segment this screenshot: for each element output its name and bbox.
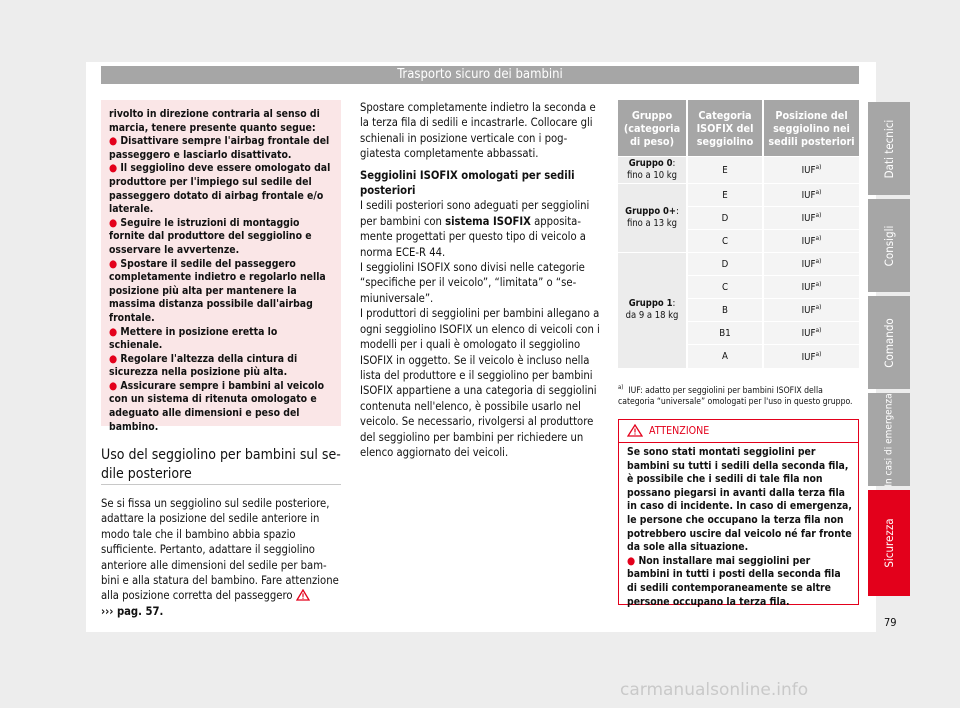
attention-label: ATTENZIONE	[649, 425, 710, 437]
tab-comando[interactable]: Comando	[868, 296, 910, 389]
page-header: Trasporto sicuro dei bambini	[101, 66, 859, 84]
table-row	[618, 253, 859, 276]
category-cell: E	[687, 184, 763, 207]
position-cell: IUF$^{a)}$	[763, 299, 859, 322]
position-cell: IUF$^{a)}$	[763, 207, 859, 230]
section-paragraph: Se si fissa un seggiolino sul sedile posteriore, adattare la posizione del sedile anteriore in modo tale che il bambino abbia spazio sufficiente. Pertanto, adattare il seggiolino anteriore alle dimensioni del sedile per bambini e alla statura del bambino. Fare attenzione alla posizione corretta del passeggero	[101, 497, 339, 603]
warning-item: ● Seguire le istruzioni di montaggio fornite dal produttore del seggiolino e osservare le avvertenze.	[109, 216, 312, 256]
section-divider	[101, 484, 341, 485]
warning-triangle-icon	[627, 424, 643, 437]
attention-item: ● Non installare mai seggiolini per bambini in tutti i posti della seconda fila di sedili contemporaneamente se altre persone occupano la terza fila.	[627, 554, 841, 608]
position-cell: IUF$^{a)}$	[763, 230, 859, 253]
group-cell: Gruppo 1: da 9 a 18 kg	[618, 253, 687, 368]
isofix-subtitle: Seggiolini ISOFIX omologati per sedili posteriori	[360, 168, 575, 198]
table-header-group: Gruppo (categoria di peso)	[618, 100, 687, 157]
position-cell: IUF$^{a)}$	[763, 276, 859, 299]
position-cell: IUF$^{a)}$	[763, 184, 859, 207]
warning-item: ● Disattivare sempre l'airbag frontale del passeggero e lasciarlo disattivato.	[109, 135, 330, 161]
position-cell: IUF$^{a)}$	[763, 157, 859, 184]
table-footnote: $^{a)}$ IUF: adatto per seggiolini per bambini ISOFIX della categoria “universale” omologati per l'uso in questo gruppo.	[618, 384, 853, 407]
group-cell: Gruppo 0: fino a 10 kg	[618, 157, 687, 184]
watermark: carmanualsonline.info	[620, 680, 809, 700]
attention-box	[618, 419, 859, 608]
category-cell: D	[687, 207, 763, 230]
category-cell: B	[687, 299, 763, 322]
tab-sicurezza[interactable]: Sicurezza	[868, 490, 910, 596]
page-reference-link[interactable]: ››› pag. 57.	[101, 604, 164, 618]
tab-dati-tecnici[interactable]: Dati tecnici	[868, 102, 910, 195]
section-title: Uso del seggiolino per bambini sul sedile posteriore	[101, 447, 341, 482]
attention-body	[627, 446, 853, 609]
tab-consigli[interactable]: Consigli	[868, 199, 910, 292]
warning-item: ● Regolare l'altezza della cintura di sicurezza nella posizione più alta.	[109, 352, 298, 379]
warning-item: ● Il seggiolino deve essere omologato dal produttore per l'impiego sul sedile del passeggero dotato di airbag frontale e/o laterale.	[109, 162, 331, 216]
position-cell: IUF$^{a)}$	[763, 253, 859, 276]
position-cell: IUF$^{a)}$	[763, 322, 859, 345]
table-row	[618, 157, 859, 184]
page-number: 79	[884, 616, 897, 629]
warning-item: ● Assicurare sempre i bambini al veicolo con un sistema di ritenuta omologato e adeguato alle dimensioni e peso del bambino.	[109, 379, 325, 433]
category-cell: D	[687, 253, 763, 276]
warning-list	[109, 135, 333, 434]
warning-triangle-icon	[296, 589, 310, 601]
isofix-table	[618, 100, 859, 368]
middle-paragraph-2: I sedili posteriori sono adeguati per seggiolini per bambini con sistema ISOFIX appositamente progettati per questo tipo di veicolo a norma ECE-R 44.	[360, 199, 590, 259]
attention-paragraph: Se sono stati montati seggiolini per bambini su tutti i sedili della seconda fila, è possibile che i sedili di tale fila non possano piegarsi in avanti dalla terza fila in caso di incidente. In caso di emergenza, le persone che occupano la terza fila non potrebbero uscire dal veicolo né far fronte da sole alla situazione.	[627, 446, 852, 554]
category-cell: E	[687, 157, 763, 184]
middle-paragraph-1: Spostare completamente indietro la seconda e la terza fila di sedili e incastrarle. Collocare gli schienali in posizione verticale con i poggiatesta completamente abbassati.	[360, 101, 596, 161]
tab-in-casi-di-emergenza[interactable]: In casi di emergenza	[868, 393, 910, 486]
section-body	[101, 496, 341, 619]
middle-paragraph-4: I produttori di seggiolini per bambini allegano a ogni seggiolino ISOFIX un elenco di veicoli con i modelli per i quali è omologato il seggiolino ISOFIX in oggetto. Se il veicolo è incluso nella lista del produttore e il seggiolino per bambini ISOFIX appartiene a una categoria di seggiolini contenuta nell'elenco, è possibile usarlo nel veicolo. Se necessario, rivolgersi al produttore del seggiolino per bambini per richiedere un elenco aggiornato dei veicoli.	[360, 307, 600, 459]
warning-item: ● Mettere in posizione eretta lo schienale.	[109, 325, 278, 352]
warning-item: ● Spostare il sedile del passeggero completamente indietro e regolarlo nella posizione più alta per mantenere la massima distanza possibile dall'airbag frontale.	[109, 257, 326, 324]
category-cell: C	[687, 276, 763, 299]
position-cell: IUF$^{a)}$	[763, 345, 859, 368]
group-cell: Gruppo 0+: fino a 13 kg	[618, 184, 687, 253]
middle-column	[360, 100, 600, 460]
category-cell: C	[687, 230, 763, 253]
warning-intro: rivolto in direzione contraria al senso di marcia, tenere presente quanto segue:	[109, 108, 320, 134]
warning-box	[101, 100, 341, 433]
middle-paragraph-3: I seggiolini ISOFIX sono divisi nelle categorie “specifiche per il veicolo”, “limitata” o “semiuniversale”.	[360, 261, 585, 305]
category-cell: B1	[687, 322, 763, 345]
table-row	[618, 184, 859, 207]
table-header-position: Posizione del seggiolino nei sedili posteriori	[763, 100, 859, 157]
attention-header	[619, 420, 858, 443]
category-cell: A	[687, 345, 763, 368]
table-header-category: Categoria ISOFIX del seggiolino	[687, 100, 763, 157]
